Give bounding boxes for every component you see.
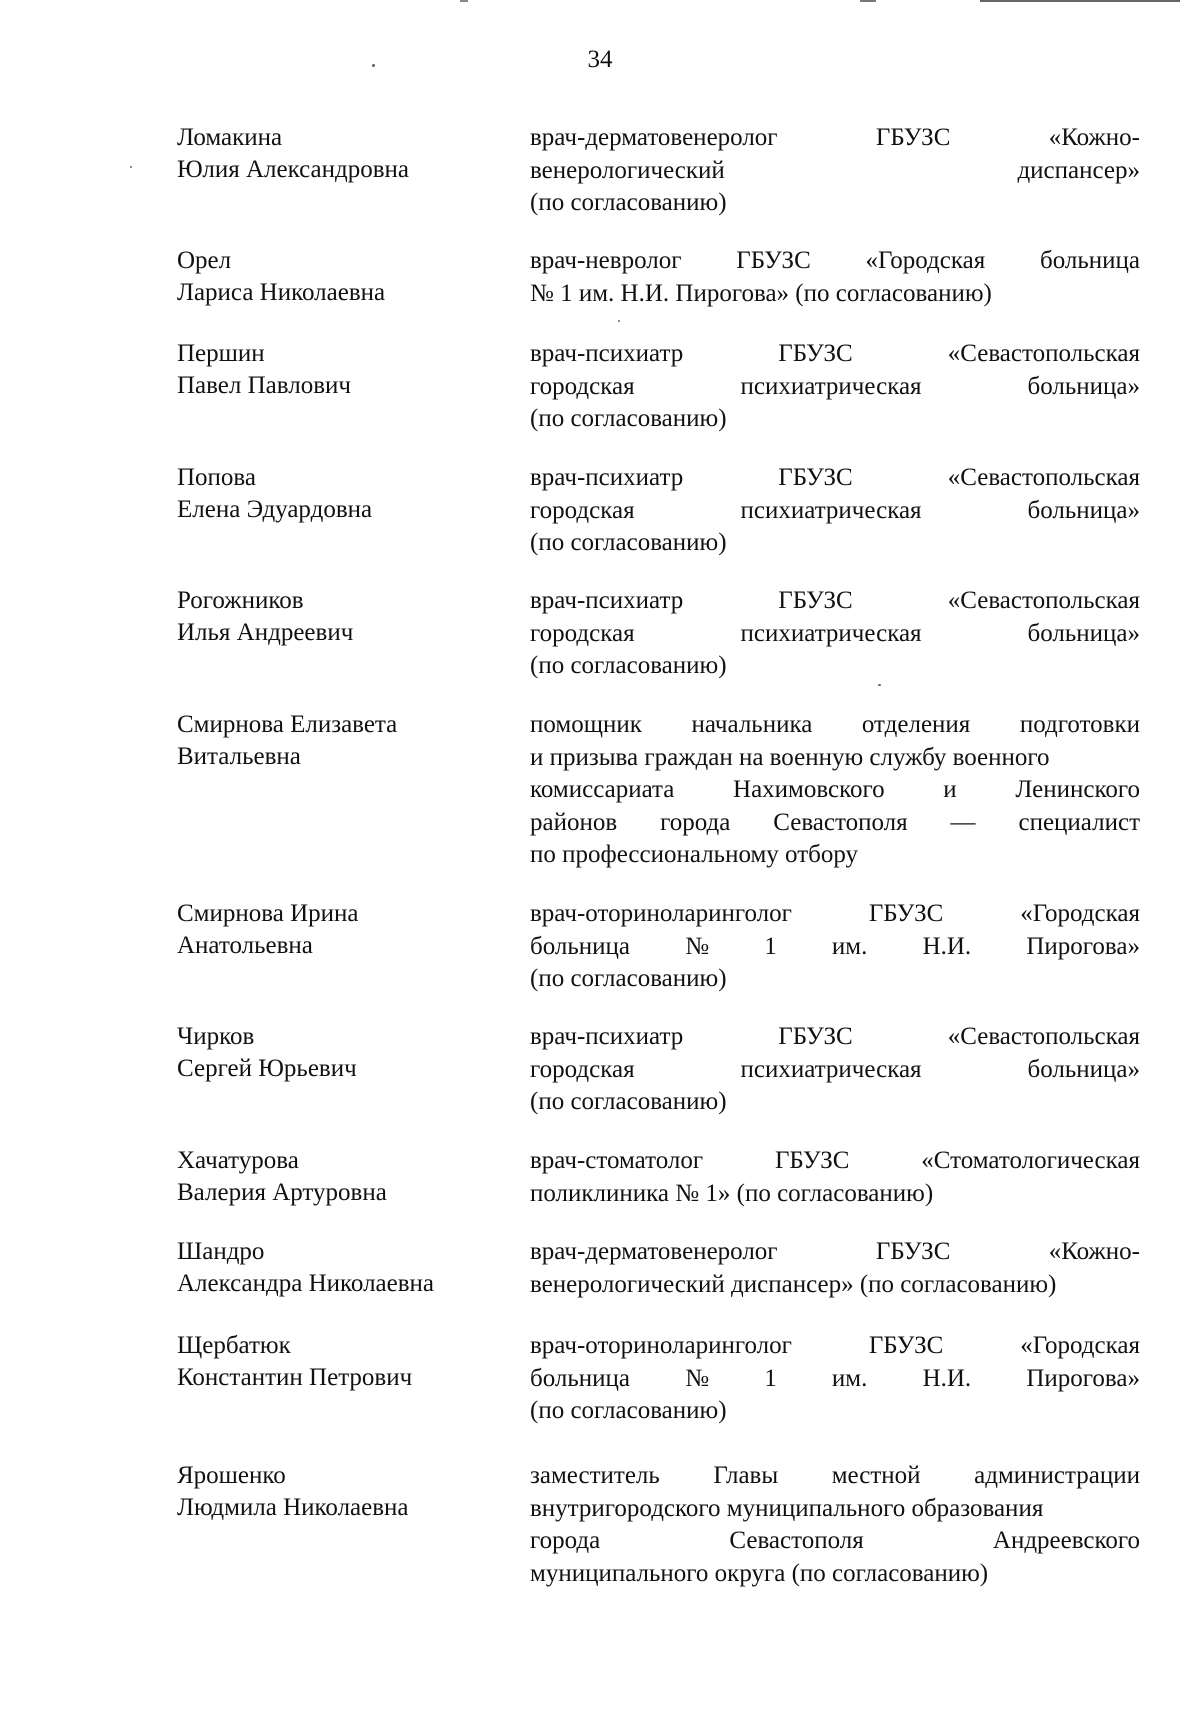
word: подготовки [1019, 711, 1140, 738]
word: больница [530, 932, 630, 960]
word: врач-психиатр [530, 587, 684, 614]
scan-speck [130, 166, 132, 168]
member-name-line: Юлия Александровна [177, 156, 409, 183]
member-position-line [530, 807, 1140, 840]
member-position-line: по профессиональному отбору [530, 841, 859, 868]
word: ГБУЗС [875, 124, 951, 151]
word: Ленинского [1015, 776, 1140, 803]
word: венерологический [530, 156, 725, 184]
member-position-line [530, 1236, 1140, 1269]
word: врач-дерматовенеролог [530, 124, 778, 151]
word: ГБУЗС [778, 340, 853, 367]
member-position [530, 1330, 1140, 1428]
member-position-line [530, 1145, 1140, 1178]
member-name-line: Ярошенко [177, 1462, 286, 1489]
word: ГБУЗС [868, 1332, 944, 1359]
member-position-line: муниципального округа (по согласованию) [530, 1559, 989, 1587]
member-name-line: Анатольевна [177, 932, 313, 959]
member-position-line [530, 1525, 1140, 1558]
member-name-line: Людмила Николаевна [177, 1494, 409, 1521]
word: начальника [691, 711, 813, 738]
member-name-line: Чирков [177, 1023, 255, 1050]
word: Севастополя [729, 1527, 864, 1554]
word: врач-оториноларинголог [530, 1332, 792, 1359]
word: Н.И. [922, 932, 972, 960]
member-position-line [530, 931, 1140, 964]
word: специалист [1018, 808, 1140, 836]
member-position [530, 898, 1140, 996]
member-position-line [530, 1460, 1140, 1493]
member-name [177, 709, 507, 773]
member-position-line: (по согласованию) [530, 189, 727, 216]
member-position [530, 122, 1140, 220]
member-position-line [530, 462, 1140, 495]
word: «Севастопольская [947, 587, 1140, 614]
member-position-line [530, 1054, 1140, 1087]
member-position [530, 338, 1140, 436]
member-name [177, 1236, 507, 1300]
word: им. [831, 932, 868, 960]
member-name-line: Щербатюк [177, 1332, 291, 1359]
word: диспансер» [1017, 156, 1140, 184]
member-position-line [530, 898, 1140, 931]
member-position-line [530, 155, 1140, 188]
scan-speck [618, 320, 620, 322]
member-position-line: № 1 им. Н.И. Пирогова» (по согласованию) [530, 279, 992, 307]
member-name-line: Валерия Артуровна [177, 1179, 387, 1206]
word: помощник [530, 711, 642, 738]
word: психиатрическая [740, 496, 922, 524]
member-name-line: Смирнова Елизавета [177, 711, 398, 738]
member-name-line: Хачатурова [177, 1147, 299, 1174]
member-name [177, 1021, 507, 1085]
word: 1 [764, 1364, 777, 1392]
member-position-line: (по согласованию) [530, 405, 727, 432]
word: больница» [1027, 496, 1140, 524]
member-name-line: Павел Павлович [177, 372, 351, 399]
word: ГБУЗС [778, 587, 853, 614]
word: городская [530, 619, 635, 647]
word: им. [831, 1364, 868, 1392]
member-name-line: Витальевна [177, 743, 301, 770]
word: отделения [861, 711, 971, 738]
word: Андреевского [992, 1527, 1140, 1554]
member-position-line [530, 338, 1140, 371]
word: врач-психиатр [530, 1023, 684, 1050]
member-name [177, 245, 507, 309]
member-position [530, 709, 1140, 872]
member-name-line: Рогожников [177, 587, 304, 614]
member-name-line: Ломакина [177, 124, 283, 151]
member-name-line: Илья Андреевич [177, 619, 354, 646]
word: психиатрическая [740, 372, 922, 400]
member-position-line: (по согласованию) [530, 965, 727, 992]
word: и [943, 776, 957, 803]
word: «Кожно- [1048, 124, 1140, 151]
scan-top-edge [380, 0, 1180, 2]
member-position-line: и призыва граждан на военную службу военного [530, 743, 1050, 771]
member-name-line: Сергей Юрьевич [177, 1055, 357, 1082]
word: психиатрическая [740, 1055, 922, 1083]
member-position [530, 462, 1140, 560]
word: «Городская [1020, 1332, 1140, 1359]
member-position-line [530, 122, 1140, 155]
word: врач-стоматолог [530, 1147, 704, 1174]
word: районов [530, 808, 618, 836]
word: комиссариата [530, 776, 675, 803]
member-position [530, 245, 1140, 310]
word: «Севастопольская [947, 464, 1140, 491]
member-position-line [530, 709, 1140, 742]
member-name-line: Константин Петрович [177, 1364, 413, 1391]
word: № [685, 932, 710, 960]
member-position-line [530, 495, 1140, 528]
scan-speck [372, 64, 375, 67]
member-name [177, 462, 507, 526]
word: ГБУЗС [774, 1147, 850, 1174]
member-name [177, 898, 507, 962]
member-name [177, 338, 507, 402]
member-position-line [530, 585, 1140, 618]
word: городская [530, 372, 635, 400]
member-position [530, 585, 1140, 683]
member-position [530, 1021, 1140, 1119]
word: — [950, 808, 976, 836]
member-name-line: Смирнова Ирина [177, 900, 359, 927]
word: «Севастопольская [947, 340, 1140, 367]
word: врач-психиатр [530, 340, 684, 367]
member-position-line [530, 1021, 1140, 1054]
word: администрации [974, 1462, 1140, 1489]
member-position-line: (по согласованию) [530, 1088, 727, 1115]
word: Пирогова» [1026, 932, 1140, 960]
member-position-line: венерологический диспансер» (по согласованию) [530, 1270, 1057, 1298]
member-name [177, 1330, 507, 1394]
member-name-line: Елена Эдуардовна [177, 496, 373, 523]
word: «Городская [865, 247, 986, 274]
word: «Городская [1020, 900, 1140, 927]
member-position-line: (по согласованию) [530, 1397, 727, 1424]
member-position-line: (по согласованию) [530, 652, 727, 679]
word: города [530, 1527, 601, 1554]
member-position [530, 1236, 1140, 1301]
member-position-line [530, 1330, 1140, 1363]
member-name-line: Лариса Николаевна [177, 279, 386, 306]
word: городская [530, 496, 635, 524]
word: Нахимовского [733, 776, 885, 803]
member-name [177, 122, 507, 186]
word: Главы [713, 1462, 779, 1489]
page-number: 34 [587, 46, 613, 73]
word: врач-дерматовенеролог [530, 1238, 778, 1265]
word: Пирогова» [1026, 1364, 1140, 1392]
member-position-line: поликлиника № 1» (по согласованию) [530, 1179, 934, 1207]
word: города [660, 808, 731, 836]
word: заместитель [530, 1462, 660, 1489]
word: врач-оториноларинголог [530, 900, 792, 927]
member-position-line [530, 371, 1140, 404]
member-name-line: Шандро [177, 1238, 265, 1265]
member-position-line [530, 245, 1140, 278]
member-position-line: (по согласованию) [530, 529, 727, 556]
word: врач-психиатр [530, 464, 684, 491]
member-position-line [530, 774, 1140, 807]
word: больница» [1027, 619, 1140, 647]
member-name [177, 1460, 507, 1524]
member-position-line [530, 1363, 1140, 1396]
word: Севастополя [773, 808, 908, 836]
member-name-line: Орел [177, 247, 232, 274]
word: больница [1040, 247, 1140, 274]
word: больница» [1027, 1055, 1140, 1083]
word: больница» [1027, 372, 1140, 400]
member-position [530, 1145, 1140, 1210]
word: городская [530, 1055, 635, 1083]
word: ГБУЗС [875, 1238, 951, 1265]
word: ГБУЗС [778, 1023, 853, 1050]
member-name [177, 1145, 507, 1209]
member-position-line [530, 618, 1140, 651]
member-position-line: внутригородского муниципального образования [530, 1494, 1044, 1522]
word: «Севастопольская [947, 1023, 1140, 1050]
word: врач-невролог [530, 247, 682, 274]
word: больница [530, 1364, 630, 1392]
word: «Кожно- [1048, 1238, 1140, 1265]
word: психиатрическая [740, 619, 922, 647]
word: Н.И. [922, 1364, 972, 1392]
word: ГБУЗС [778, 464, 853, 491]
word: 1 [764, 932, 777, 960]
member-name-line: Александра Николаевна [177, 1270, 435, 1297]
member-position [530, 1460, 1140, 1590]
word: «Стоматологическая [921, 1147, 1140, 1174]
member-name [177, 585, 507, 649]
word: ГБУЗС [736, 247, 811, 274]
word: местной [831, 1462, 921, 1489]
word: № [685, 1364, 710, 1392]
member-name-line: Попова [177, 464, 257, 491]
scan-speck [878, 684, 881, 686]
word: ГБУЗС [868, 900, 944, 927]
member-name-line: Першин [177, 340, 265, 367]
